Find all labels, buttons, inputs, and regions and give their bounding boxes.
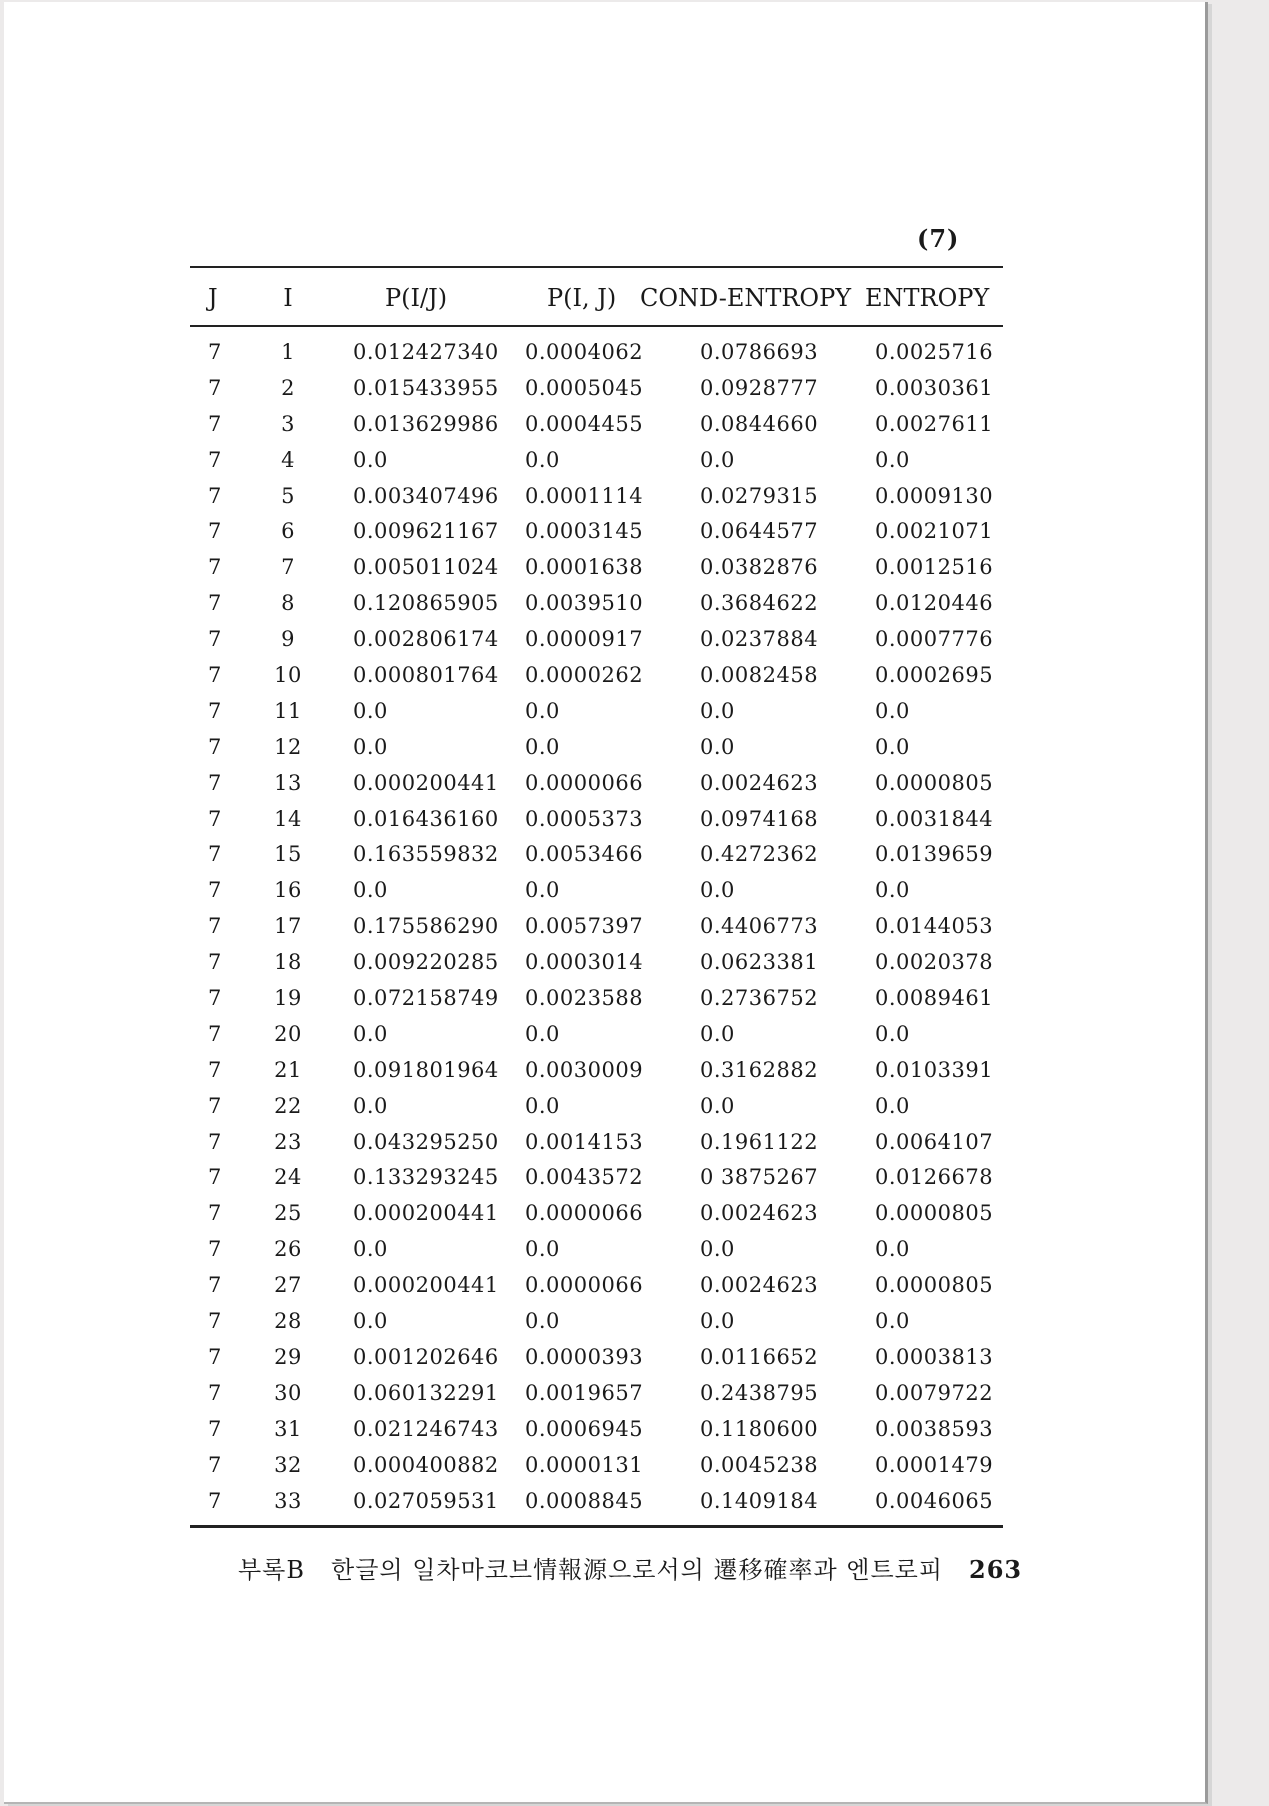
- cell-p-cond: 0.072158749: [353, 986, 499, 1011]
- cell-p-cond: 0.0: [353, 1237, 388, 1262]
- cell-i: 17: [274, 914, 302, 939]
- table-row: [190, 407, 1003, 443]
- cell-entropy: 0.0064107: [875, 1129, 994, 1154]
- table-bottom-rule: [190, 1525, 1003, 1528]
- table-row: [190, 1304, 1003, 1340]
- cell-entropy: 0.0: [875, 698, 910, 723]
- cell-p-joint: 0.0039510: [525, 591, 644, 616]
- table-row: [190, 443, 1003, 479]
- cell-p-cond: 0.133293245: [353, 1165, 499, 1190]
- cell-p-joint: 0.0: [525, 1237, 560, 1262]
- header-entropy: ENTROPY: [865, 284, 990, 312]
- cell-entropy: 0.0038593: [875, 1416, 994, 1441]
- cell-cond-entropy: 0.1409184: [700, 1488, 819, 1513]
- cell-entropy: 0.0079722: [875, 1380, 994, 1405]
- cell-p-joint: 0.0005045: [525, 375, 644, 400]
- cell-p-joint: 0.0019657: [525, 1380, 644, 1405]
- cell-i: 5: [281, 483, 295, 508]
- cell-cond-entropy: 0.0382876: [700, 555, 819, 580]
- cell-cond-entropy: 0 3875267: [700, 1165, 819, 1190]
- cell-i: 1: [281, 340, 295, 364]
- cell-j: 7: [208, 591, 222, 616]
- cell-entropy: 0.0020378: [875, 950, 994, 975]
- cell-p-joint: 0.0006945: [525, 1416, 644, 1441]
- cell-p-joint: 0.0: [525, 878, 560, 903]
- cell-i: 8: [281, 591, 295, 616]
- cell-p-joint: 0.0: [525, 698, 560, 723]
- cell-p-joint: 0.0: [525, 734, 560, 759]
- cell-entropy: 0.0021071: [875, 519, 994, 544]
- cell-j: 7: [208, 483, 222, 508]
- cell-p-cond: 0.0: [353, 734, 388, 759]
- cell-p-joint: 0.0: [525, 447, 560, 472]
- cell-p-joint: 0.0001114: [525, 483, 644, 508]
- table-row: [190, 1484, 1003, 1520]
- cell-entropy: 0.0: [875, 734, 910, 759]
- cell-cond-entropy: 0.4406773: [700, 914, 819, 939]
- cell-j: 7: [208, 1021, 222, 1046]
- cell-cond-entropy: 0.2736752: [700, 986, 819, 1011]
- table-row: [190, 837, 1003, 873]
- table-row: [190, 802, 1003, 838]
- cell-p-joint: 0.0: [525, 1309, 560, 1334]
- cell-entropy: 0.0: [875, 1093, 910, 1118]
- cell-entropy: 0.0: [875, 878, 910, 903]
- cell-p-cond: 0.000400882: [353, 1452, 499, 1477]
- footer-page-number: 263: [969, 1555, 1023, 1584]
- table-row: [190, 1196, 1003, 1232]
- cell-p-cond: 0.005011024: [353, 555, 499, 580]
- table-row: [190, 730, 1003, 766]
- cell-j: 7: [208, 1452, 222, 1477]
- cell-p-cond: 0.0: [353, 878, 388, 903]
- cell-j: 7: [208, 411, 222, 436]
- cell-j: 7: [208, 1380, 222, 1405]
- cell-p-joint: 0.0008845: [525, 1488, 644, 1513]
- table-row: [190, 1448, 1003, 1484]
- cell-p-cond: 0.0: [353, 1021, 388, 1046]
- table-row: [190, 1376, 1003, 1412]
- table-row: [190, 1340, 1003, 1376]
- cell-p-cond: 0.016436160: [353, 806, 499, 831]
- cell-j: 7: [208, 1201, 222, 1226]
- cell-p-cond: 0.009220285: [353, 950, 499, 975]
- table-row: [190, 622, 1003, 658]
- cell-j: 7: [208, 627, 222, 652]
- cell-i: 27: [274, 1273, 302, 1298]
- cell-p-cond: 0.000801764: [353, 663, 499, 688]
- cell-i: 12: [274, 734, 302, 759]
- cell-i: 25: [274, 1201, 302, 1226]
- probability-table: [190, 266, 1003, 1528]
- cell-i: 30: [274, 1380, 302, 1405]
- cell-p-joint: 0.0057397: [525, 914, 644, 939]
- cell-i: 6: [281, 519, 295, 544]
- cell-p-joint: 0.0003014: [525, 950, 644, 975]
- cell-cond-entropy: 0.0: [700, 698, 735, 723]
- cell-entropy: 0.0031844: [875, 806, 994, 831]
- table-row: [190, 873, 1003, 909]
- cell-p-cond: 0.060132291: [353, 1380, 499, 1405]
- cell-i: 7: [281, 555, 295, 580]
- cell-cond-entropy: 0.0: [700, 1021, 735, 1046]
- cell-i: 21: [274, 1057, 302, 1082]
- cell-p-cond: 0.021246743: [353, 1416, 499, 1441]
- table-row: [190, 1125, 1003, 1161]
- cell-i: 16: [274, 878, 302, 903]
- cell-j: 7: [208, 878, 222, 903]
- cell-j: 7: [208, 1273, 222, 1298]
- cell-i: 14: [274, 806, 302, 831]
- cell-cond-entropy: 0.0844660: [700, 411, 819, 436]
- cell-j: 7: [208, 914, 222, 939]
- header-p-joint: P(I, J): [547, 284, 617, 312]
- cell-j: 7: [208, 1237, 222, 1262]
- cell-cond-entropy: 0.0974168: [700, 806, 819, 831]
- cell-i: 15: [274, 842, 302, 867]
- table-row: [190, 479, 1003, 515]
- cell-entropy: 0.0001479: [875, 1452, 994, 1477]
- cell-j: 7: [208, 1416, 222, 1441]
- cell-cond-entropy: 0.0024623: [700, 1201, 819, 1226]
- cell-j: 7: [208, 770, 222, 795]
- cell-i: 18: [274, 950, 302, 975]
- cell-p-joint: 0.0005373: [525, 806, 644, 831]
- cell-entropy: 0.0103391: [875, 1057, 994, 1082]
- table-row: [190, 945, 1003, 981]
- table-row: [190, 1268, 1003, 1304]
- cell-i: 33: [274, 1488, 302, 1513]
- cell-i: 13: [274, 770, 302, 795]
- cell-p-cond: 0.120865905: [353, 591, 499, 616]
- cell-p-cond: 0.027059531: [353, 1488, 499, 1513]
- cell-p-cond: 0.163559832: [353, 842, 499, 867]
- cell-p-cond: 0.012427340: [353, 340, 499, 364]
- table-header-row: [190, 268, 1003, 325]
- cell-j: 7: [208, 1488, 222, 1513]
- cell-i: 3: [281, 411, 295, 436]
- cell-entropy: 0.0046065: [875, 1488, 994, 1513]
- table-row: [190, 1160, 1003, 1196]
- cell-cond-entropy: 0.0024623: [700, 770, 819, 795]
- cell-i: 29: [274, 1344, 302, 1369]
- table-row: [190, 1232, 1003, 1268]
- table-row: [190, 981, 1003, 1017]
- cell-j: 7: [208, 447, 222, 472]
- cell-p-cond: 0.015433955: [353, 375, 499, 400]
- cell-cond-entropy: 0.0: [700, 1237, 735, 1262]
- cell-p-cond: 0.001202646: [353, 1344, 499, 1369]
- cell-p-cond: 0.043295250: [353, 1129, 499, 1154]
- cell-cond-entropy: 0.0928777: [700, 375, 819, 400]
- cell-cond-entropy: 0.0: [700, 878, 735, 903]
- table-row: [190, 1089, 1003, 1125]
- cell-i: 2: [281, 375, 295, 400]
- cell-entropy: 0.0: [875, 447, 910, 472]
- cell-p-joint: 0.0000131: [525, 1452, 644, 1477]
- cell-j: 7: [208, 698, 222, 723]
- cell-p-joint: 0.0000393: [525, 1344, 644, 1369]
- cell-entropy: 0.0000805: [875, 1273, 994, 1298]
- table-row: [190, 514, 1003, 550]
- table-row: [190, 550, 1003, 586]
- cell-entropy: 0.0025716: [875, 340, 994, 364]
- cell-p-joint: 0.0000262: [525, 663, 644, 688]
- cell-cond-entropy: 0.0045238: [700, 1452, 819, 1477]
- cell-i: 10: [274, 663, 302, 688]
- cell-i: 28: [274, 1309, 302, 1334]
- cell-p-cond: 0.003407496: [353, 483, 499, 508]
- cell-entropy: 0.0027611: [875, 411, 994, 436]
- cell-entropy: 0.0012516: [875, 555, 994, 580]
- cell-i: 31: [274, 1416, 302, 1441]
- cell-j: 7: [208, 1165, 222, 1190]
- cell-p-cond: 0.175586290: [353, 914, 499, 939]
- cell-p-cond: 0.002806174: [353, 627, 499, 652]
- cell-p-cond: 0.0: [353, 698, 388, 723]
- table-part-marker: (7): [917, 224, 960, 253]
- cell-p-cond: 0.000200441: [353, 1201, 499, 1226]
- table-row: [190, 335, 1003, 371]
- cell-j: 7: [208, 986, 222, 1011]
- cell-i: 32: [274, 1452, 302, 1477]
- cell-cond-entropy: 0.0: [700, 447, 735, 472]
- cell-cond-entropy: 0.0623381: [700, 950, 819, 975]
- cell-j: 7: [208, 555, 222, 580]
- table-row: [190, 766, 1003, 802]
- cell-entropy: 0.0: [875, 1021, 910, 1046]
- table-row: [190, 1412, 1003, 1448]
- table-row: [190, 1017, 1003, 1053]
- cell-i: 24: [274, 1165, 302, 1190]
- cell-cond-entropy: 0.0237884: [700, 627, 819, 652]
- cell-p-joint: 0.0004062: [525, 340, 644, 364]
- cell-i: 19: [274, 986, 302, 1011]
- cell-p-joint: 0.0000066: [525, 1201, 644, 1226]
- table-row: [190, 371, 1003, 407]
- cell-cond-entropy: 0.0: [700, 734, 735, 759]
- cell-cond-entropy: 0.0: [700, 1309, 735, 1334]
- cell-cond-entropy: 0.0082458: [700, 663, 819, 688]
- table-row: [190, 909, 1003, 945]
- cell-p-joint: 0.0053466: [525, 842, 644, 867]
- cell-j: 7: [208, 950, 222, 975]
- cell-entropy: 0.0144053: [875, 914, 994, 939]
- cell-p-cond: 0.013629986: [353, 411, 499, 436]
- cell-p-joint: 0.0014153: [525, 1129, 644, 1154]
- page-footer: [238, 1550, 1022, 1585]
- cell-p-joint: 0.0004455: [525, 411, 644, 436]
- cell-j: 7: [208, 1344, 222, 1369]
- cell-j: 7: [208, 806, 222, 831]
- cell-p-cond: 0.009621167: [353, 519, 499, 544]
- header-i: I: [283, 284, 293, 312]
- cell-entropy: 0.0000805: [875, 1201, 994, 1226]
- cell-j: 7: [208, 340, 222, 364]
- cell-i: 11: [274, 698, 302, 723]
- cell-cond-entropy: 0.1961122: [700, 1129, 819, 1154]
- cell-j: 7: [208, 1093, 222, 1118]
- cell-p-joint: 0.0043572: [525, 1165, 644, 1190]
- footer-running-title: 한글의 일차마코브情報源으로서의 遷移確率과 엔트로피: [331, 1556, 944, 1584]
- cell-entropy: 0.0: [875, 1237, 910, 1262]
- table-row: [190, 694, 1003, 730]
- cell-cond-entropy: 0.0279315: [700, 483, 819, 508]
- footer-appendix-label: 부록B: [238, 1556, 306, 1584]
- cell-p-joint: 0.0: [525, 1021, 560, 1046]
- cell-p-joint: 0.0030009: [525, 1057, 644, 1082]
- cell-entropy: 0.0089461: [875, 986, 994, 1011]
- cell-entropy: 0.0126678: [875, 1165, 994, 1190]
- cell-cond-entropy: 0.0116652: [700, 1344, 819, 1369]
- cell-p-joint: 0.0001638: [525, 555, 644, 580]
- cell-j: 7: [208, 734, 222, 759]
- table-row: [190, 658, 1003, 694]
- cell-i: 20: [274, 1021, 302, 1046]
- cell-p-cond: 0.0: [353, 1093, 388, 1118]
- cell-p-joint: 0.0000917: [525, 627, 644, 652]
- cell-p-joint: 0.0003145: [525, 519, 644, 544]
- cell-i: 4: [281, 447, 295, 472]
- cell-cond-entropy: 0.3162882: [700, 1057, 819, 1082]
- document-page: [4, 2, 1208, 1804]
- cell-entropy: 0.0139659: [875, 842, 994, 867]
- cell-p-joint: 0.0023588: [525, 986, 644, 1011]
- cell-j: 7: [208, 1057, 222, 1082]
- cell-p-cond: 0.0: [353, 447, 388, 472]
- cell-i: 9: [281, 627, 295, 652]
- cell-cond-entropy: 0.0786693: [700, 340, 819, 364]
- cell-entropy: 0.0: [875, 1309, 910, 1334]
- cell-i: 26: [274, 1237, 302, 1262]
- header-p-cond: P(I/J): [385, 284, 448, 312]
- header-cond-entropy: COND-ENTROPY: [640, 284, 852, 312]
- cell-entropy: 0.0003813: [875, 1344, 994, 1369]
- cell-j: 7: [208, 519, 222, 544]
- cell-entropy: 0.0002695: [875, 663, 994, 688]
- cell-cond-entropy: 0.0644577: [700, 519, 819, 544]
- cell-entropy: 0.0030361: [875, 375, 994, 400]
- cell-j: 7: [208, 663, 222, 688]
- cell-cond-entropy: 0.3684622: [700, 591, 819, 616]
- cell-entropy: 0.0007776: [875, 627, 994, 652]
- cell-j: 7: [208, 842, 222, 867]
- cell-p-cond: 0.000200441: [353, 770, 499, 795]
- table-row: [190, 1053, 1003, 1089]
- cell-p-cond: 0.0: [353, 1309, 388, 1334]
- cell-p-joint: 0.0: [525, 1093, 560, 1118]
- table-row: [190, 586, 1003, 622]
- header-j: J: [208, 284, 218, 312]
- cell-p-cond: 0.000200441: [353, 1273, 499, 1298]
- cell-j: 7: [208, 1129, 222, 1154]
- cell-entropy: 0.0000805: [875, 770, 994, 795]
- cell-cond-entropy: 0.4272362: [700, 842, 819, 867]
- cell-j: 7: [208, 375, 222, 400]
- cell-cond-entropy: 0.0024623: [700, 1273, 819, 1298]
- cell-cond-entropy: 0.1180600: [700, 1416, 819, 1441]
- cell-cond-entropy: 0.0: [700, 1093, 735, 1118]
- cell-i: 23: [274, 1129, 302, 1154]
- cell-j: 7: [208, 1309, 222, 1334]
- cell-cond-entropy: 0.2438795: [700, 1380, 819, 1405]
- cell-i: 22: [274, 1093, 302, 1118]
- table-body: [190, 327, 1003, 1519]
- cell-entropy: 0.0009130: [875, 483, 994, 508]
- cell-p-joint: 0.0000066: [525, 1273, 644, 1298]
- cell-p-joint: 0.0000066: [525, 770, 644, 795]
- cell-p-cond: 0.091801964: [353, 1057, 499, 1082]
- cell-entropy: 0.0120446: [875, 591, 994, 616]
